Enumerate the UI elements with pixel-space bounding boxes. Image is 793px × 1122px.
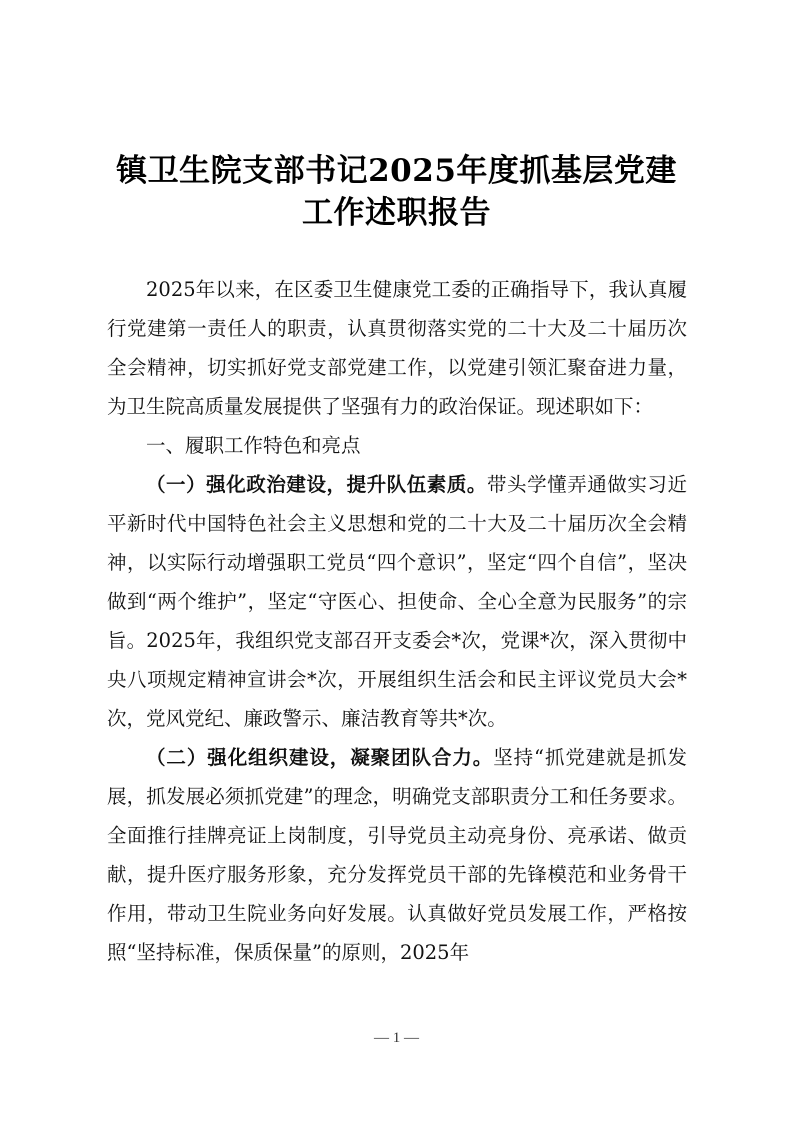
document-title-line-1: 镇卫生院支部书记2025年度抓基层党建 (116, 153, 677, 189)
document-title-line-2: 工作述职报告 (302, 195, 491, 231)
section-heading: 一、履职工作特色和亮点 (146, 434, 361, 457)
item-2-text: 坚持“抓党建就是抓发展，抓发展必须抓党建”的理念，明确党支部职责分工和任务要求。全面推行挂牌亮证上岗制度，引导党员主动亮身份、亮承诺、做贡献，提升医疗服务形象，充分发挥党员干部的先锋模范和业务骨干作用，带动卫生院业务向好发展。认真做好党员发展工作，严格按照“坚持标准，保质保量”的原则，2025年 (107, 746, 687, 964)
intro-paragraph: 2025年以来，在区委卫生健康党工委的正确指导下，我认真履行党建第一责任人的职责，认真贯彻落实党的二十大及二十届历次全会精神，切实抓好党支部党建工作，以党建引领汇聚奋进力量，为卫生院高质量发展提供了坚强有力的政治保证。现述职如下： (107, 278, 687, 418)
page-number: — 1 — (374, 1030, 419, 1046)
item-2-paragraph (107, 738, 687, 972)
document-body (107, 270, 687, 972)
item-2-heading: （二）强化组织建设，凝聚团队合力。 (146, 746, 494, 769)
item-1-heading: （一）强化政治建设，提升队伍素质。 (146, 473, 487, 496)
item-1-text: 带头学懂弄通做实习近平新时代中国特色社会主义思想和党的二十大及二十届历次全会精神，以实际行动增强职工党员“四个意识”，坚定“四个自信”，坚决做到“两个维护”，坚定“守医心、担使命、全心全意为民服务”的宗旨。2025年，我组织党支部召开支委会*次，党课*次，深入贯彻中央八项规定精神宣讲会*次，开展组织生活会和民主评议党员大会*次，党风党纪、廉政警示、廉洁教育等共*次。 (107, 473, 687, 730)
item-1-paragraph (107, 465, 687, 738)
